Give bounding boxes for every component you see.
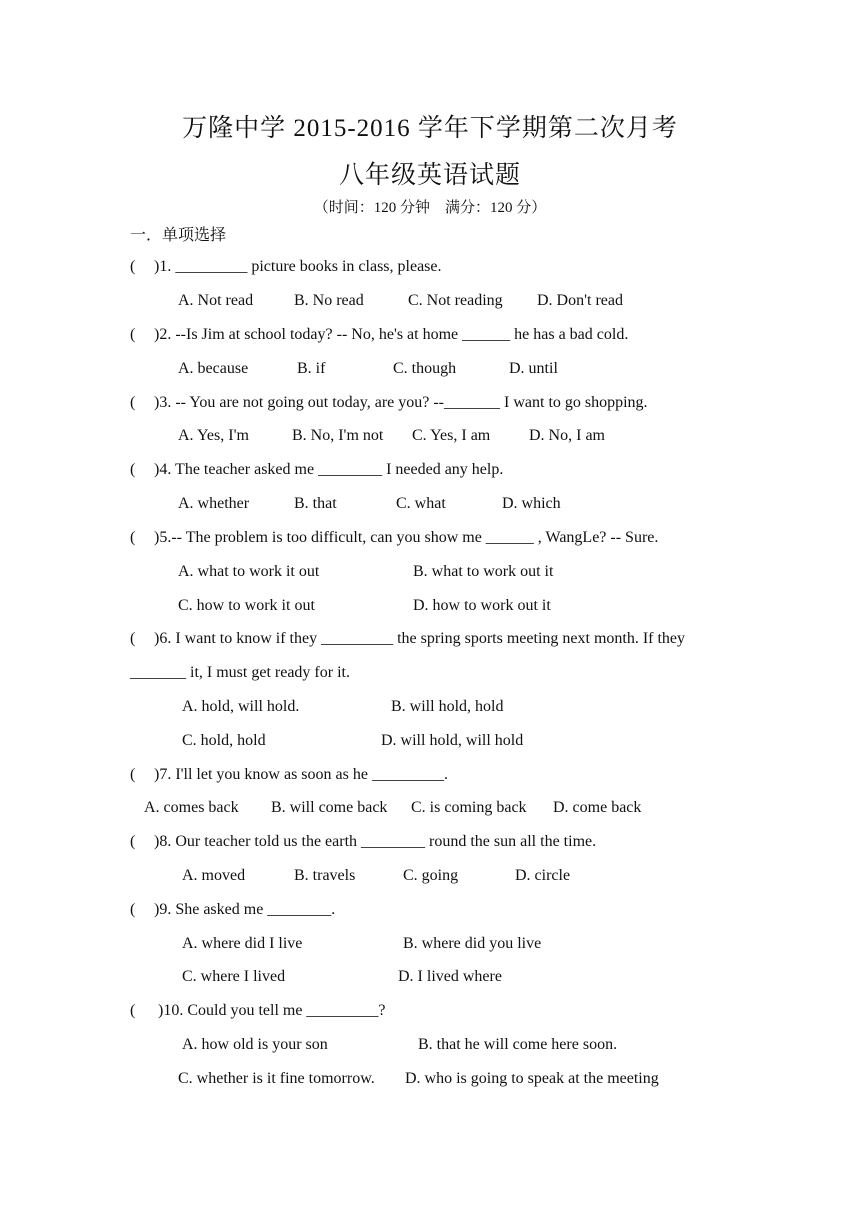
option-a: A. what to work it out [178, 563, 320, 580]
question-6 [130, 630, 685, 648]
option-b: B. will come back [271, 799, 388, 816]
option-d: D. No, I am [529, 427, 605, 444]
question-10 [130, 1002, 386, 1020]
answer-paren: ( [130, 901, 136, 918]
option-b: B. where did you live [403, 935, 542, 952]
option-a: A. whether [178, 495, 250, 512]
option-c: C. what [396, 495, 446, 512]
option-c: C. where I lived [182, 968, 286, 985]
answer-paren: ( [130, 766, 136, 783]
answer-paren: ( [130, 394, 136, 411]
question-6-continued: _______ it, I must get ready for it. [130, 664, 350, 681]
question-stem: )1. _________ picture books in class, please. [154, 258, 442, 275]
option-d: D. circle [515, 867, 571, 884]
option-d: D. until [509, 360, 558, 377]
option-d: D. who is going to speak at the meeting [405, 1070, 659, 1087]
answer-paren: ( [130, 1002, 136, 1019]
option-b: B. will hold, hold [391, 698, 504, 715]
option-b: B. travels [294, 867, 356, 884]
option-c: C. Yes, I am [412, 427, 491, 444]
question-5 [130, 529, 658, 547]
option-a: A. moved [182, 867, 246, 884]
option-b: B. what to work out it [413, 563, 554, 580]
option-c: C. how to work it out [178, 597, 315, 614]
answer-paren: ( [130, 326, 136, 343]
exam-title: 万隆中学 2015-2016 学年下学期第二次月考 [182, 115, 678, 142]
question-4 [130, 461, 503, 479]
option-d: D. how to work out it [413, 597, 551, 614]
answer-paren: ( [130, 461, 136, 478]
answer-paren: ( [130, 529, 136, 546]
option-d: D. which [502, 495, 561, 512]
option-c: C. is coming back [411, 799, 527, 816]
question-1 [130, 258, 442, 276]
question-stem: )3. -- You are not going out today, are you? --_______ I want to go shopping. [154, 394, 648, 411]
section-heading: 一．单项选择 [130, 227, 227, 244]
option-c: C. Not reading [408, 292, 503, 309]
question-stem: )6. I want to know if they _________ the spring sports meeting next month. If they [154, 630, 686, 647]
option-d: D. I lived where [398, 968, 502, 985]
option-d: D. come back [553, 799, 642, 816]
question-stem: )4. The teacher asked me ________ I needed any help. [154, 461, 504, 478]
option-a: A. how old is your son [182, 1036, 328, 1053]
question-3 [130, 394, 648, 412]
option-b: B. that he will come here soon. [418, 1036, 618, 1053]
question-stem: )8. Our teacher told us the earth ________ round the sun all the time. [154, 833, 597, 850]
question-2 [130, 326, 628, 344]
option-b: B. No, I'm not [292, 427, 384, 444]
answer-paren: ( [130, 833, 136, 850]
option-a: A. hold, will hold. [182, 698, 300, 715]
question-7 [130, 766, 448, 784]
option-a: A. Yes, I'm [178, 427, 249, 444]
answer-paren: ( [130, 258, 136, 275]
option-c: C. whether is it fine tomorrow. [178, 1070, 375, 1087]
option-a: A. because [178, 360, 249, 377]
question-stem: )5.-- The problem is too difficult, can you show me ______ , WangLe? -- Sure. [154, 529, 659, 546]
option-b: B. that [294, 495, 337, 512]
question-8 [130, 833, 596, 851]
option-d: D. will hold, will hold [381, 732, 524, 749]
option-b: B. No read [294, 292, 364, 309]
option-a: A. Not read [178, 292, 254, 309]
question-stem: )7. I'll let you know as soon as he _________. [154, 766, 448, 783]
question-stem: )9. She asked me ________. [154, 901, 336, 918]
option-d: D. Don't read [537, 292, 623, 309]
question-stem: )10. Could you tell me _________? [158, 1002, 386, 1019]
option-c: C. hold, hold [182, 732, 266, 749]
option-c: C. though [393, 360, 457, 377]
option-c: C. going [403, 867, 459, 884]
option-a: A. comes back [144, 799, 239, 816]
question-stem: )2. --Is Jim at school today? -- No, he's at home ______ he has a bad cold. [154, 326, 629, 343]
option-b: B. if [297, 360, 326, 377]
question-9 [130, 901, 335, 919]
exam-subtitle: 八年级英语试题 [338, 162, 521, 189]
exam-info: （时间：120 分钟 满分：120 分） [313, 200, 547, 216]
answer-paren: ( [130, 630, 136, 647]
option-a: A. where did I live [182, 935, 303, 952]
